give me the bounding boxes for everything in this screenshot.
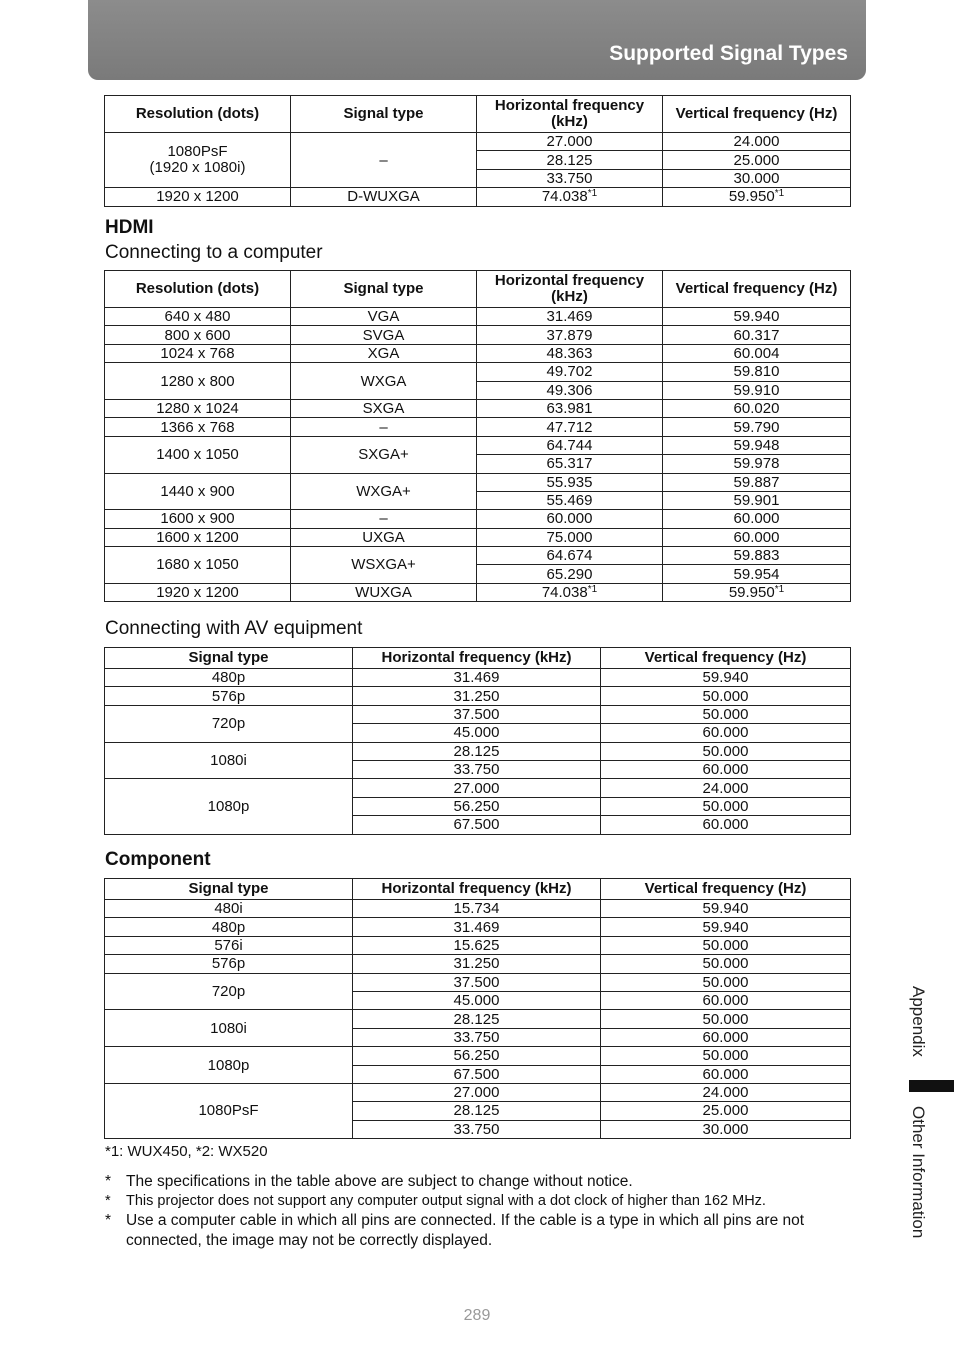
note-text: The specifications in the table above are subject to change without notice.	[126, 1173, 633, 1190]
list-item	[105, 1211, 853, 1250]
cell-vertical: 24.000	[601, 1083, 851, 1101]
cell-horizontal: 28.125	[353, 742, 601, 760]
table-row	[105, 308, 851, 326]
section-heading-hdmi: HDMI	[105, 217, 154, 238]
table-row	[105, 1010, 851, 1028]
cell-signal-type: 1080p	[105, 1047, 353, 1084]
col-header-vertical-frequency: Vertical frequency (Hz)	[601, 648, 851, 669]
cell-signal-type: 576p	[105, 687, 353, 705]
cell-vertical: 50.000	[601, 797, 851, 815]
col-header-signal-type: Signal type	[291, 96, 477, 133]
cell-resolution: 1024 x 768	[105, 344, 291, 362]
cell-vertical: 25.000	[663, 151, 851, 169]
cell-horizontal: 56.250	[353, 1047, 601, 1065]
cell-horizontal: 27.000	[353, 779, 601, 797]
cell-signal-type: 720p	[105, 705, 353, 742]
cell-signal-type: UXGA	[291, 528, 477, 546]
component-table	[104, 878, 851, 1139]
cell-resolution: 1680 x 1050	[105, 547, 291, 584]
table-row	[105, 1047, 851, 1065]
footnote-models: *1: WUX450, *2: WX520	[105, 1143, 268, 1160]
table-row	[105, 473, 851, 491]
cell-signal-type: 1080i	[105, 1010, 353, 1047]
cell-signal-type: 1080PsF	[105, 1083, 353, 1138]
cell-vertical: 50.000	[601, 742, 851, 760]
cell-signal-type: 576p	[105, 955, 353, 973]
table-row	[105, 363, 851, 381]
cell-vertical: 50.000	[601, 1047, 851, 1065]
table-row	[105, 973, 851, 991]
cell-horizontal: 74.038$^{*1}$	[477, 583, 663, 601]
cell-horizontal: 74.038$^{*1}$	[477, 188, 663, 206]
cell-vertical: 59.940	[601, 900, 851, 918]
col-header-vertical-frequency: Vertical frequency (Hz)	[663, 96, 851, 133]
table-row	[105, 583, 851, 601]
list-item	[105, 1172, 853, 1192]
cell-horizontal: 67.500	[353, 816, 601, 834]
cell-horizontal: 15.625	[353, 936, 601, 954]
cell-resolution: 1600 x 1200	[105, 528, 291, 546]
table-row	[105, 528, 851, 546]
cell-vertical: 50.000	[601, 973, 851, 991]
cell-signal-type: XGA	[291, 344, 477, 362]
cell-horizontal: 56.250	[353, 797, 601, 815]
cell-vertical: 50.000	[601, 1010, 851, 1028]
col-header-vertical-frequency: Vertical frequency (Hz)	[663, 271, 851, 308]
cell-horizontal: 55.469	[477, 491, 663, 509]
cell-resolution: 1280 x 1024	[105, 399, 291, 417]
cell-signal-type: 480i	[105, 900, 353, 918]
subheading-av-equipment: Connecting with AV equipment	[105, 618, 363, 639]
cell-horizontal: 37.879	[477, 326, 663, 344]
cell-horizontal: 28.125	[353, 1010, 601, 1028]
cell-horizontal: 33.750	[353, 1028, 601, 1046]
cell-horizontal: 75.000	[477, 528, 663, 546]
cell-vertical: 60.000	[601, 816, 851, 834]
cell-signal-type: WSXGA+	[291, 547, 477, 584]
table-row	[105, 705, 851, 723]
table-row	[105, 669, 851, 687]
hdmi-av-table	[104, 647, 851, 835]
table-row	[105, 1083, 851, 1101]
cell-vertical: 59.948	[663, 436, 851, 454]
table-row	[105, 326, 851, 344]
cell-horizontal: 31.469	[477, 308, 663, 326]
hdmi-computer-table	[104, 270, 851, 602]
cell-signal-type: 480p	[105, 918, 353, 936]
col-header-signal-type: Signal type	[105, 648, 353, 669]
cell-horizontal: 33.750	[353, 1120, 601, 1138]
cell-signal-type: 480p	[105, 669, 353, 687]
cell-horizontal: 64.744	[477, 436, 663, 454]
page-title: Supported Signal Types	[609, 42, 848, 65]
note-marker: *	[105, 1192, 111, 1209]
cell-resolution: 1400 x 1050	[105, 436, 291, 473]
cell-vertical: 59.940	[663, 308, 851, 326]
cell-horizontal: 31.250	[353, 687, 601, 705]
signal-table-continued	[104, 95, 851, 207]
cell-horizontal: 27.000	[353, 1083, 601, 1101]
cell-vertical: 59.954	[663, 565, 851, 583]
table-row	[105, 510, 851, 528]
subheading-computer: Connecting to a computer	[105, 242, 323, 263]
cell-horizontal: 60.000	[477, 510, 663, 528]
cell-horizontal: 49.306	[477, 381, 663, 399]
cell-vertical: 59.978	[663, 455, 851, 473]
note-marker: *	[105, 1173, 112, 1190]
cell-resolution: 1280 x 800	[105, 363, 291, 400]
table-row	[105, 742, 851, 760]
table-row	[105, 547, 851, 565]
cell-signal-type: 1080i	[105, 742, 353, 779]
cell-vertical: 59.810	[663, 363, 851, 381]
cell-resolution: 1080PsF (1920 x 1080i)	[105, 133, 291, 188]
note-marker: *	[105, 1212, 112, 1229]
cell-vertical: 60.000	[663, 528, 851, 546]
footnote-ref: *1	[774, 188, 785, 200]
cell-horizontal: 37.500	[353, 973, 601, 991]
cell-horizontal: 31.469	[353, 669, 601, 687]
cell-vertical: 59.883	[663, 547, 851, 565]
table-row	[105, 779, 851, 797]
cell-horizontal: 31.250	[353, 955, 601, 973]
cell-signal-type: SXGA+	[291, 436, 477, 473]
table-row	[105, 344, 851, 362]
cell-signal-type: VGA	[291, 308, 477, 326]
table-row	[105, 188, 851, 206]
cell-vertical: 59.910	[663, 381, 851, 399]
table-row	[105, 955, 851, 973]
cell-signal-type: SXGA	[291, 399, 477, 417]
section-heading-component: Component	[105, 849, 211, 870]
cell-vertical: 24.000	[663, 133, 851, 151]
cell-horizontal: 37.500	[353, 705, 601, 723]
col-header-resolution: Resolution (dots)	[105, 96, 291, 133]
cell-vertical: 60.000	[601, 760, 851, 778]
cell-vertical: 50.000	[601, 687, 851, 705]
cell-vertical: 60.000	[601, 1065, 851, 1083]
cell-resolution: 800 x 600	[105, 326, 291, 344]
cell-resolution: 1920 x 1200	[105, 188, 291, 206]
cell-vertical: 60.000	[601, 991, 851, 1009]
cell-horizontal: 33.750	[353, 760, 601, 778]
cell-vertical: 60.000	[601, 724, 851, 742]
cell-signal-type: –	[291, 418, 477, 436]
cell-horizontal: 47.712	[477, 418, 663, 436]
cell-signal-type: 720p	[105, 973, 353, 1010]
cell-horizontal: 31.469	[353, 918, 601, 936]
cell-horizontal: 49.702	[477, 363, 663, 381]
cell-horizontal: 27.000	[477, 133, 663, 151]
cell-vertical: 60.020	[663, 399, 851, 417]
footnote-ref: *1	[774, 584, 785, 596]
cell-vertical: 59.940	[601, 669, 851, 687]
table-row	[105, 436, 851, 454]
cell-horizontal: 65.290	[477, 565, 663, 583]
cell-vertical: 60.317	[663, 326, 851, 344]
side-tab-appendix: Appendix	[909, 986, 928, 1057]
col-header-horizontal-frequency: Horizontal frequency (kHz)	[353, 879, 601, 900]
cell-vertical: 30.000	[601, 1120, 851, 1138]
table-row	[105, 687, 851, 705]
col-header-horizontal-frequency: Horizontal frequency (kHz)	[353, 648, 601, 669]
table-row	[105, 399, 851, 417]
cell-horizontal: 55.935	[477, 473, 663, 491]
cell-signal-type: WXGA+	[291, 473, 477, 510]
cell-vertical: 59.887	[663, 473, 851, 491]
col-header-horizontal-frequency: Horizontal frequency (kHz)	[477, 96, 663, 133]
table-row	[105, 418, 851, 436]
cell-horizontal: 45.000	[353, 724, 601, 742]
cell-horizontal: 48.363	[477, 344, 663, 362]
col-header-signal-type: Signal type	[291, 271, 477, 308]
cell-vertical: 60.000	[601, 1028, 851, 1046]
table-row	[105, 918, 851, 936]
cell-vertical: 59.950$^{*1}$	[663, 188, 851, 206]
cell-resolution: 1366 x 768	[105, 418, 291, 436]
cell-signal-type: WUXGA	[291, 583, 477, 601]
cell-resolution: 1440 x 900	[105, 473, 291, 510]
page-number: 289	[463, 1307, 491, 1324]
cell-vertical: 60.004	[663, 344, 851, 362]
col-header-vertical-frequency: Vertical frequency (Hz)	[601, 879, 851, 900]
cell-vertical: 60.000	[663, 510, 851, 528]
notes-list	[105, 1172, 853, 1250]
cell-signal-type: SVGA	[291, 326, 477, 344]
footnote-ref: *1	[587, 188, 598, 200]
cell-vertical: 50.000	[601, 955, 851, 973]
note-text: This projector does not support any computer output signal with a dot clock of higher than 162 MHz.	[126, 1192, 766, 1209]
cell-horizontal: 64.674	[477, 547, 663, 565]
cell-signal-type: 1080p	[105, 779, 353, 834]
list-item	[105, 1192, 853, 1212]
cell-vertical: 59.950$^{*1}$	[663, 583, 851, 601]
col-header-signal-type: Signal type	[105, 879, 353, 900]
cell-vertical: 59.901	[663, 491, 851, 509]
side-tab-other-information: Other Information	[909, 1106, 928, 1239]
cell-signal-type: 576i	[105, 936, 353, 954]
cell-resolution: 1920 x 1200	[105, 583, 291, 601]
cell-signal-type: –	[291, 133, 477, 188]
cell-vertical: 25.000	[601, 1102, 851, 1120]
cell-vertical: 59.940	[601, 918, 851, 936]
cell-horizontal: 28.125	[477, 151, 663, 169]
col-header-resolution: Resolution (dots)	[105, 271, 291, 308]
cell-signal-type: –	[291, 510, 477, 528]
cell-vertical: 59.790	[663, 418, 851, 436]
cell-horizontal: 15.734	[353, 900, 601, 918]
cell-resolution: 640 x 480	[105, 308, 291, 326]
cell-vertical: 24.000	[601, 779, 851, 797]
cell-vertical: 50.000	[601, 705, 851, 723]
note-text: Use a computer cable in which all pins are connected. If the cable is a type in which all pins are not connected, the image may not be correctly displayed.	[126, 1212, 805, 1249]
cell-horizontal: 33.750	[477, 169, 663, 187]
cell-horizontal: 67.500	[353, 1065, 601, 1083]
footnote-ref: *1	[587, 584, 598, 596]
col-header-horizontal-frequency: Horizontal frequency (kHz)	[477, 271, 663, 308]
table-row	[105, 900, 851, 918]
cell-resolution: 1600 x 900	[105, 510, 291, 528]
cell-horizontal: 63.981	[477, 399, 663, 417]
cell-horizontal: 45.000	[353, 991, 601, 1009]
table-row	[105, 133, 851, 151]
side-tab-marker	[909, 1080, 954, 1092]
page-header-bar	[88, 0, 866, 80]
cell-vertical: 50.000	[601, 936, 851, 954]
table-row	[105, 936, 851, 954]
cell-horizontal: 28.125	[353, 1102, 601, 1120]
cell-vertical: 30.000	[663, 169, 851, 187]
cell-horizontal: 65.317	[477, 455, 663, 473]
cell-signal-type: WXGA	[291, 363, 477, 400]
cell-signal-type: D-WUXGA	[291, 188, 477, 206]
